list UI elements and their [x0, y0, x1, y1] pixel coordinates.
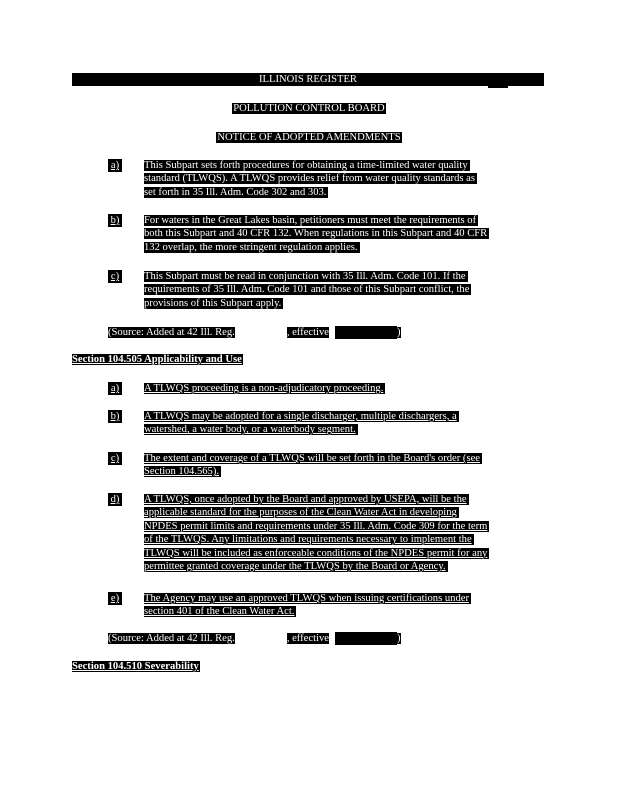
- item-label-505b: b): [108, 410, 122, 423]
- paragraph-line: NPDES permit limits and requirements under 35 Ill. Adm. Code 309 for the term: [144, 520, 488, 532]
- paragraph-line: TLWQS will be included as enforceable conditions of the NPDES permit for any: [144, 547, 488, 559]
- paragraph-line: A TLWQS proceeding is a non-adjudicatory proceeding.: [144, 383, 384, 394]
- notice-title-text: NOTICE OF ADOPTED AMENDMENTS: [217, 132, 401, 143]
- source-middle: , effective: [286, 327, 329, 338]
- item-label-505c: c): [108, 452, 122, 465]
- paragraph-505a: [144, 382, 542, 395]
- source-prefix: (Source: Added at 42 Ill. Reg.: [108, 633, 235, 644]
- board-title: [0, 102, 618, 116]
- board-title-text: POLLUTION CONTROL BOARD: [233, 103, 385, 114]
- paragraph-line: of the TLWQS. Any limitations and requirements necessary to implement the: [144, 534, 472, 546]
- paragraph-505e: [144, 592, 542, 619]
- item-label-a: a): [108, 159, 122, 172]
- item-label-505e: e): [108, 592, 122, 605]
- register-bar-mark: [488, 86, 508, 88]
- section-505-heading: [72, 353, 243, 366]
- redaction-bar: [335, 326, 397, 339]
- paragraph-line: 132 overlap, the more stringent regulation applies.: [144, 241, 358, 253]
- paragraph-505c: [144, 452, 542, 479]
- paragraph-a: [144, 159, 542, 199]
- source-note-1: [108, 326, 401, 339]
- paragraph-line: The Agency may use an approved TLWQS when issuing certifications under: [144, 593, 469, 604]
- paragraph-line: section 401 of the Clean Water Act.: [144, 606, 295, 618]
- paragraph-line: both this Subpart and 40 CFR 132. When regulations in this Subpart and 40 CFR: [144, 228, 488, 240]
- section-505-heading-text: Section 104.505 Applicability and Use: [72, 354, 242, 365]
- source-suffix: ): [396, 327, 401, 338]
- paragraph-line: applicable standard for the purposes of the Clean Water Act in developing: [144, 507, 457, 519]
- paragraph-b: [144, 214, 542, 254]
- paragraph-line: A TLWQS may be adopted for a single discharger, multiple dischargers, a: [144, 411, 457, 422]
- item-label-c: c): [108, 270, 122, 283]
- paragraph-line: For waters in the Great Lakes basin, petitioners must meet the requirements of: [144, 215, 477, 226]
- paragraph-line: This Subpart must be read in conjunction with 35 Ill. Adm. Code 101. If the: [144, 271, 466, 282]
- paragraph-line: requirements of 35 Ill. Adm. Code 101 and those of this Subpart conflict, the: [144, 284, 470, 296]
- paragraph-line: watershed, a water body, or a waterbody segment.: [144, 424, 356, 436]
- paragraph-line: set forth in 35 Ill. Adm. Code 302 and 303.: [144, 186, 327, 198]
- register-title: ILLINOIS REGISTER: [259, 74, 357, 85]
- redaction-bar: [335, 632, 397, 645]
- paragraph-line: Section 104.565).: [144, 466, 220, 478]
- item-label-b: b): [108, 214, 122, 227]
- section-510-heading-text: Section 104.510 Severability: [72, 661, 199, 672]
- blank-gap: [235, 326, 287, 339]
- paragraph-505b: [144, 410, 542, 437]
- paragraph-505d: [144, 493, 542, 573]
- paragraph-line: The extent and coverage of a TLWQS will be set forth in the Board's order (see: [144, 453, 480, 464]
- paragraph-line: provisions of this Subpart apply.: [144, 297, 282, 309]
- paragraph-c: [144, 270, 542, 310]
- paragraph-line: A TLWQS, once adopted by the Board and approved by USEPA, will be the: [144, 494, 467, 505]
- blank-gap: [235, 632, 287, 645]
- source-prefix: (Source: Added at 42 Ill. Reg.: [108, 327, 235, 338]
- source-suffix: ): [396, 633, 401, 644]
- section-510-heading: [72, 660, 200, 673]
- paragraph-line: This Subpart sets forth procedures for obtaining a time-limited water quality: [144, 160, 468, 171]
- notice-title: [0, 131, 618, 145]
- item-label-505a: a): [108, 382, 122, 395]
- register-header-bar: [72, 73, 544, 86]
- item-label-505d: d): [108, 493, 122, 506]
- source-middle: , effective: [286, 633, 329, 644]
- source-note-2: [108, 632, 401, 645]
- paragraph-line: permittee granted coverage under the TLWQS by the Board or Agency.: [144, 560, 446, 572]
- paragraph-line: standard (TLWQS). A TLWQS provides relief from water quality standards as: [144, 173, 475, 185]
